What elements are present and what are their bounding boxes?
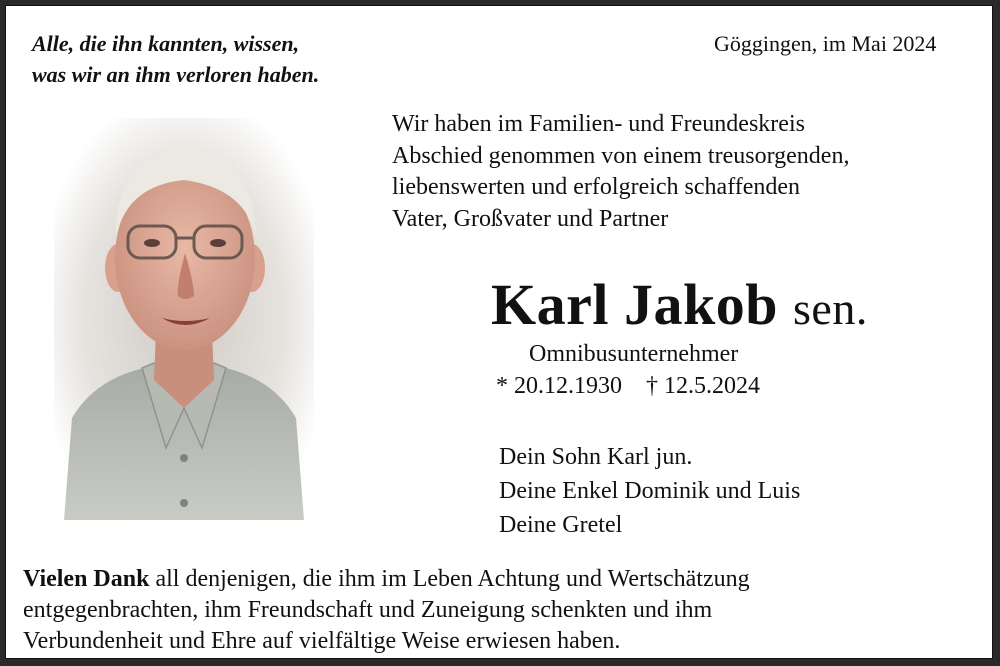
- place-date: Göggingen, im Mai 2024: [714, 31, 937, 56]
- mourner-item: Dein Sohn Karl jun.: [499, 444, 693, 470]
- motto-line: was wir an ihm verloren haben.: [32, 62, 320, 87]
- birth-date: * 20.12.1930: [496, 373, 622, 399]
- mourner-item: Deine Enkel Dominik und Luis: [499, 478, 801, 504]
- portrait-illustration: [54, 118, 314, 520]
- intro-line: liebenswerten und erfolgreich schaffenden: [392, 174, 801, 200]
- death-date: † 12.5.2024: [646, 373, 760, 399]
- portrait-photo: [54, 118, 314, 520]
- thanks-text: [23, 564, 750, 657]
- deceased-name: Karl Jakob: [491, 272, 778, 337]
- thanks-line: Verbundenheit und Ehre auf vielfältige Weise erwiesen haben.: [23, 628, 621, 654]
- deceased-name-heading: [491, 272, 868, 342]
- intro-line: Vater, Großvater und Partner: [392, 205, 669, 232]
- mourner-item: Deine Gretel: [499, 512, 623, 538]
- motto: [32, 28, 319, 90]
- thanks-bold: Vielen Dank: [23, 566, 150, 592]
- intro-text: [392, 109, 849, 235]
- mourners-list: [499, 440, 800, 542]
- intro-line: Wir haben im Familien- und Freundeskreis: [392, 111, 805, 137]
- motto-line: Alle, die ihn kannten, wissen,: [32, 31, 300, 56]
- thanks-line: entgegenbrachten, ihm Freundschaft und Zuneigung schenkten und ihm: [23, 597, 713, 623]
- intro-line: Abschied genommen von einem treusorgenden,: [392, 142, 850, 169]
- life-dates: [496, 371, 760, 401]
- occupation: Omnibusunternehmer: [529, 341, 739, 367]
- name-suffix: sen.: [793, 283, 868, 334]
- thanks-line1-rest: all denjenigen, die ihm im Leben Achtung und Wertschätzung: [149, 566, 750, 592]
- thanks-line: [23, 564, 750, 595]
- obituary-notice: [5, 5, 993, 659]
